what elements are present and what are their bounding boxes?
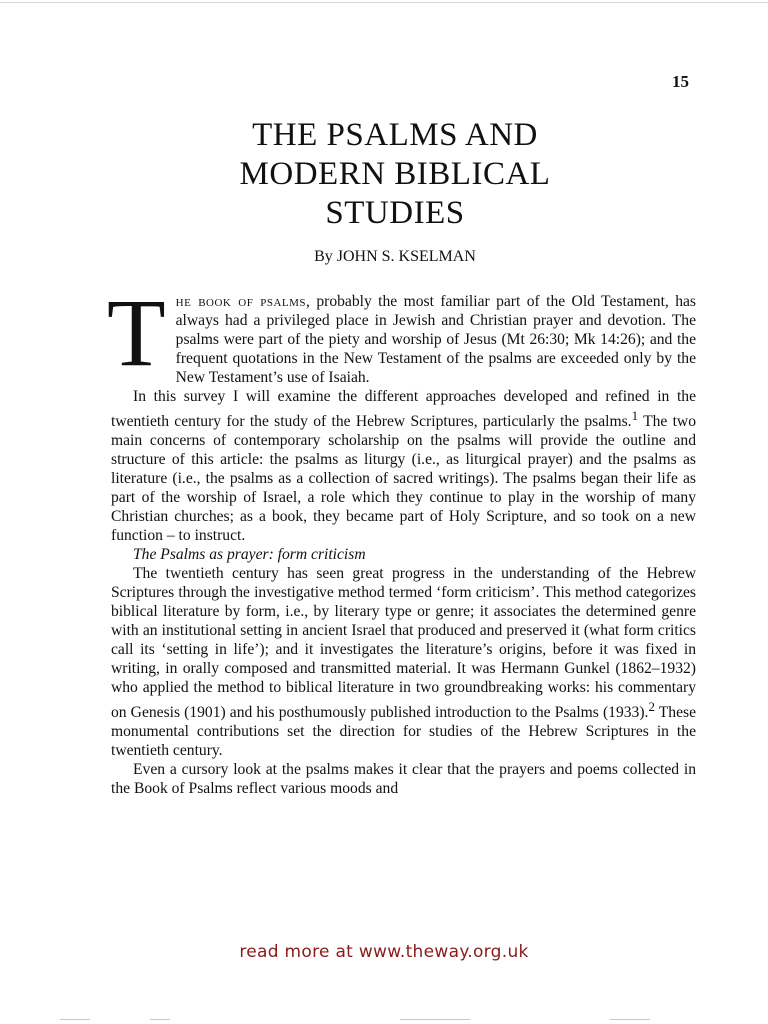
footnote-ref-2[interactable]: 2 (648, 699, 655, 715)
drop-cap: T (107, 279, 166, 386)
title-line-2: MODERN BIBLICAL (239, 156, 551, 192)
lead-in-small-caps: he book of psalms (175, 293, 307, 310)
section-heading: The Psalms as prayer: form criticism (133, 546, 366, 564)
read-more-link[interactable]: read more at www.theway.org.uk (239, 942, 529, 962)
article-title (150, 116, 640, 233)
paragraph-2-text-a: In this survey I will examine the different approaches developed and refined in the twentieth century for the study of the Hebrew Scriptures, particularly the psalms. (111, 388, 696, 431)
paragraph-1 (107, 279, 697, 387)
title-line-1: THE PSALMS AND (252, 117, 538, 153)
paragraph-3 (111, 564, 696, 760)
article-body (107, 279, 697, 798)
title-line-3: STUDIES (325, 195, 465, 231)
bottom-scan-edge (0, 1016, 768, 1024)
scan-mark (610, 1019, 650, 1020)
paragraph-3-text-a: The twentieth century has seen great progress in the understanding of the Hebrew Scriptures through the investigative method termed ‘form criticism’. This method categorizes biblical literature by form, i.e., by literary type or genre; it associates the determined genre with an institutional setting in ancient Israel that produced and preserved it (what form critics call its ‘setting in life’); and it investigates the literature’s origins, before it was fixed in writing, in orally composed and transmitted material. It was Hermann Gunkel (1862–1932) who applied the method to biblical literature in two groundbreaking works: his commentary on Genesis (1901) and his posthumously published introduction to the Psalms (1933). (111, 565, 696, 722)
page-number: 15 (672, 72, 689, 91)
footnote-ref-1[interactable]: 1 (631, 408, 639, 423)
author-byline: By JOHN S. KSELMAN (314, 248, 476, 265)
paragraph-1-text: , probably the most familiar part of the Old Testament, has always had a privileged place in Jewish and Christian prayer and devotion. The psalms were part of the piety and worship of Jesus (Mt 26:30; Mk 14:26); and the frequent quotations in the New Testament of the psalms are exceeded only by the New Testament’s use of Isaiah. (175, 293, 697, 386)
paragraph-2-text-b: The two main concerns of contemporary scholarship on the psalms will provide the outline and structure of this article: the psalms as liturgy (i.e., as liturgical prayer) and the psalms as literature (i.e., the psalms as a collection of sacred writings). The psalms began their life as part of the worship of Israel, a role which they continue to play in the worship of many Christian churches; as a book, they became part of Holy Scripture, and so took on a new function – to instruct. (111, 413, 696, 545)
scan-mark (400, 1019, 470, 1020)
top-scan-edge (0, 2, 768, 3)
paragraph-3-text-b: These monumental contributions set the direction for studies of the Hebrew Scriptures in the twentieth century. (111, 704, 696, 760)
scan-mark (60, 1019, 90, 1020)
paragraph-2 (111, 387, 696, 545)
paragraph-4: Even a cursory look at the psalms makes it clear that the prayers and poems collected in the Book of Psalms reflect various moods and (111, 761, 696, 798)
scan-mark (150, 1019, 170, 1020)
